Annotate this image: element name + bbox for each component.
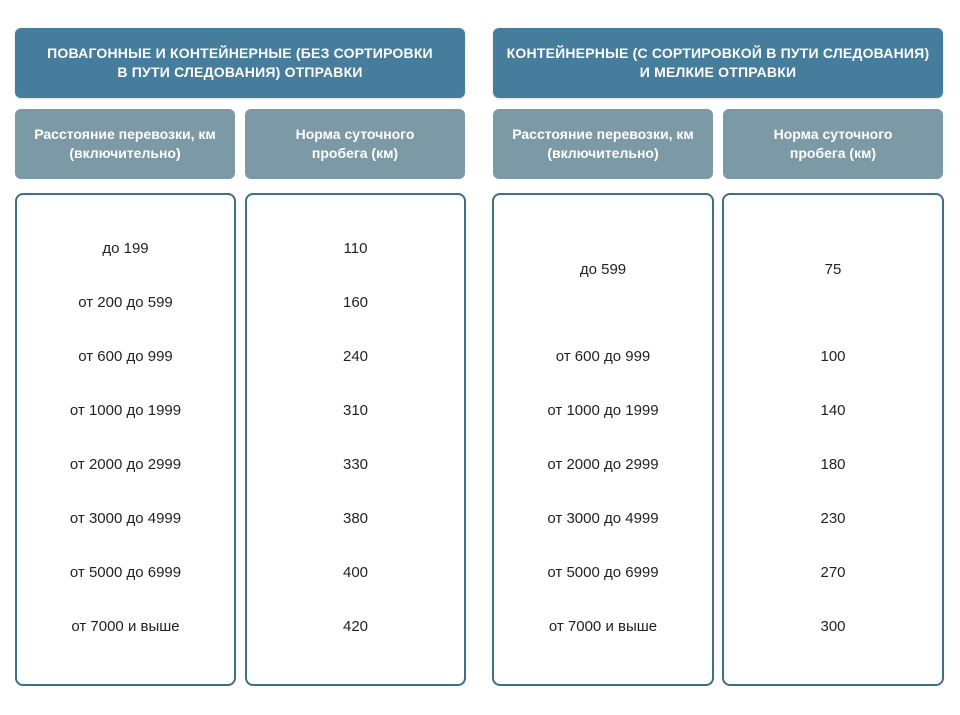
right-table-title: КОНТЕЙНЕРНЫЕ (С СОРТИРОВКОЙ В ПУТИ СЛЕДОВАНИЯ) И МЕЛКИЕ ОТПРАВКИ bbox=[493, 28, 943, 98]
left-norm-cell: 160 bbox=[342, 294, 369, 311]
left-norm-cell: 310 bbox=[342, 402, 369, 419]
left-distance-cell: от 200 до 599 bbox=[78, 294, 173, 311]
right-distance-cell: от 3000 до 4999 bbox=[547, 510, 659, 527]
left-distance-cell: от 7000 и выше bbox=[71, 618, 180, 635]
right-distance-cell: от 7000 и выше bbox=[548, 618, 658, 635]
left-norm-cell: 110 bbox=[343, 240, 368, 257]
left-norm-cell: 380 bbox=[342, 510, 369, 527]
right-distance-cell: до 599 bbox=[579, 261, 627, 278]
right-norm-header: Норма суточного пробега (км) bbox=[723, 109, 943, 179]
right-distance-header: Расстояние перевозки, км (включительно) bbox=[493, 109, 713, 179]
right-distance-cell: от 2000 до 2999 bbox=[547, 456, 659, 473]
right-norm-cell: 140 bbox=[820, 402, 846, 419]
right-norm-cell: 75 bbox=[824, 261, 842, 278]
left-distance-column bbox=[15, 193, 236, 686]
left-distance-cell: от 3000 до 4999 bbox=[69, 510, 182, 527]
right-norm-cell: 300 bbox=[820, 618, 846, 635]
left-norm-cell: 400 bbox=[342, 564, 369, 581]
right-norm-column bbox=[722, 193, 944, 686]
right-norm-cell: 270 bbox=[820, 564, 846, 581]
left-distance-cell: от 600 до 999 bbox=[78, 348, 173, 365]
left-norm-cell: 240 bbox=[342, 348, 369, 365]
right-distance-column bbox=[492, 193, 714, 686]
left-distance-cell: от 1000 до 1999 bbox=[69, 402, 182, 419]
right-norm-cell: 230 bbox=[820, 510, 846, 527]
left-norm-column bbox=[245, 193, 466, 686]
left-norm-header: Норма суточного пробега (км) bbox=[245, 109, 465, 179]
left-distance-cell: от 5000 до 6999 bbox=[69, 564, 182, 581]
left-norm-cell: 420 bbox=[342, 618, 369, 635]
left-distance-header: Расстояние перевозки, км (включительно) bbox=[15, 109, 235, 179]
left-distance-cell: до 199 bbox=[102, 240, 149, 257]
left-table-title: ПОВАГОННЫЕ И КОНТЕЙНЕРНЫЕ (БЕЗ СОРТИРОВКИ В ПУТИ СЛЕДОВАНИЯ) ОТПРАВКИ bbox=[15, 28, 465, 98]
right-distance-cell: от 600 до 999 bbox=[555, 348, 651, 365]
right-distance-cell: от 5000 до 6999 bbox=[547, 564, 659, 581]
left-distance-cell: от 2000 до 2999 bbox=[69, 456, 182, 473]
left-norm-cell: 330 bbox=[342, 456, 369, 473]
right-distance-cell: от 1000 до 1999 bbox=[547, 402, 659, 419]
right-norm-cell: 100 bbox=[820, 348, 846, 365]
right-norm-cell: 180 bbox=[820, 456, 846, 473]
